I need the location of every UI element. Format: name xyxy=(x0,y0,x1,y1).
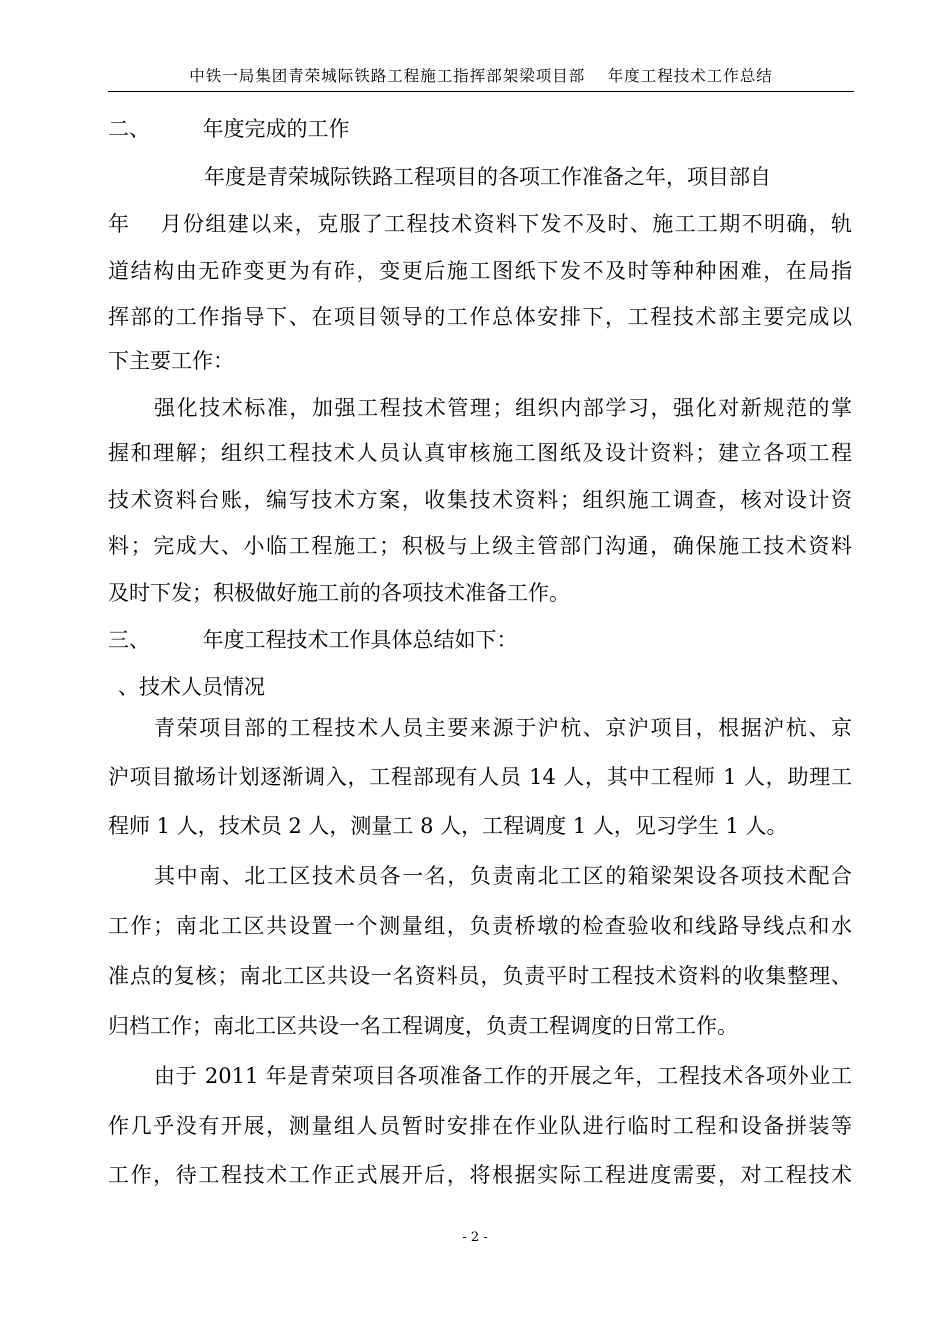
text-line: 二、 年度完成的工作 xyxy=(108,117,350,141)
text-line: 作几乎没有开展，测量组人员暂时安排在作业队进行临时工程和设备拼装等 xyxy=(108,1114,852,1138)
text-line: 其中南、北工区技术员各一名，负责南北工区的箱梁架设各项技术配合 xyxy=(154,864,852,888)
text-line: 沪项目撤场计划逐渐调入，工程部现有人员 14 人，其中工程师 1 人，助理工 xyxy=(108,765,852,789)
text-line: 挥部的工作指导下、在项目领导的工作总体安排下，工程技术部主要完成以 xyxy=(108,305,852,329)
page-header: 中铁一局集团青荣城际铁路工程施工指挥部架梁项目部 年度工程技术工作总结 xyxy=(189,67,773,85)
text-line: 程师 1 人，技术员 2 人，测量工 8 人，工程调度 1 人，见习学生 1 人。 xyxy=(108,814,788,838)
text-line: 由于 2011 年是青荣项目各项准备工作的开展之年，工程技术各项外业工 xyxy=(154,1064,852,1088)
text-line: 料；完成大、小临工程施工；积极与上级主管部门沟通，确保施工技术资料 xyxy=(108,534,852,558)
text-line: 归档工作；南北工区共设一名工程调度，负责工程调度的日常工作。 xyxy=(108,1014,738,1038)
text-line: 年 月份组建以来，克服了工程技术资料下发不及时、施工工期不明确，轨 xyxy=(108,212,852,236)
text-line: 下主要工作： xyxy=(108,349,234,373)
text-line: 及时下发；积极做好施工前的各项技术准备工作。 xyxy=(108,581,570,605)
text-line: 年度是青荣城际铁路工程项目的各项工作准备之年，项目部自 xyxy=(204,165,771,189)
text-line: 工作；南北工区共设置一个测量组，负责桥墩的检查验收和线路导线点和水 xyxy=(108,914,852,938)
text-line: 三、 年度工程技术工作具体总结如下： xyxy=(108,628,518,652)
page-number: - 2 - xyxy=(462,1230,488,1245)
header-rule xyxy=(108,91,854,92)
text-line: 准点的复核；南北工区共设一名资料员，负责平时工程技术资料的收集整理、 xyxy=(108,964,852,988)
text-line: 、技术人员情况 xyxy=(118,675,265,699)
text-line: 技术资料台账，编写技术方案，收集技术资料；组织施工调查，核对设计资 xyxy=(108,488,852,512)
text-line: 工作，待工程技术工作正式展开后，将根据实际工程进度需要，对工程技术 xyxy=(108,1163,852,1187)
text-line: 强化技术标准，加强工程技术管理；组织内部学习，强化对新规范的掌 xyxy=(154,396,852,420)
text-line: 握和理解；组织工程技术人员认真审核施工图纸及设计资料；建立各项工程 xyxy=(108,441,852,465)
text-line: 道结构由无砟变更为有砟，变更后施工图纸下发不及时等种种困难，在局指 xyxy=(108,259,852,283)
text-line: 青荣项目部的工程技术人员主要来源于沪杭、京沪项目，根据沪杭、京 xyxy=(154,716,852,740)
